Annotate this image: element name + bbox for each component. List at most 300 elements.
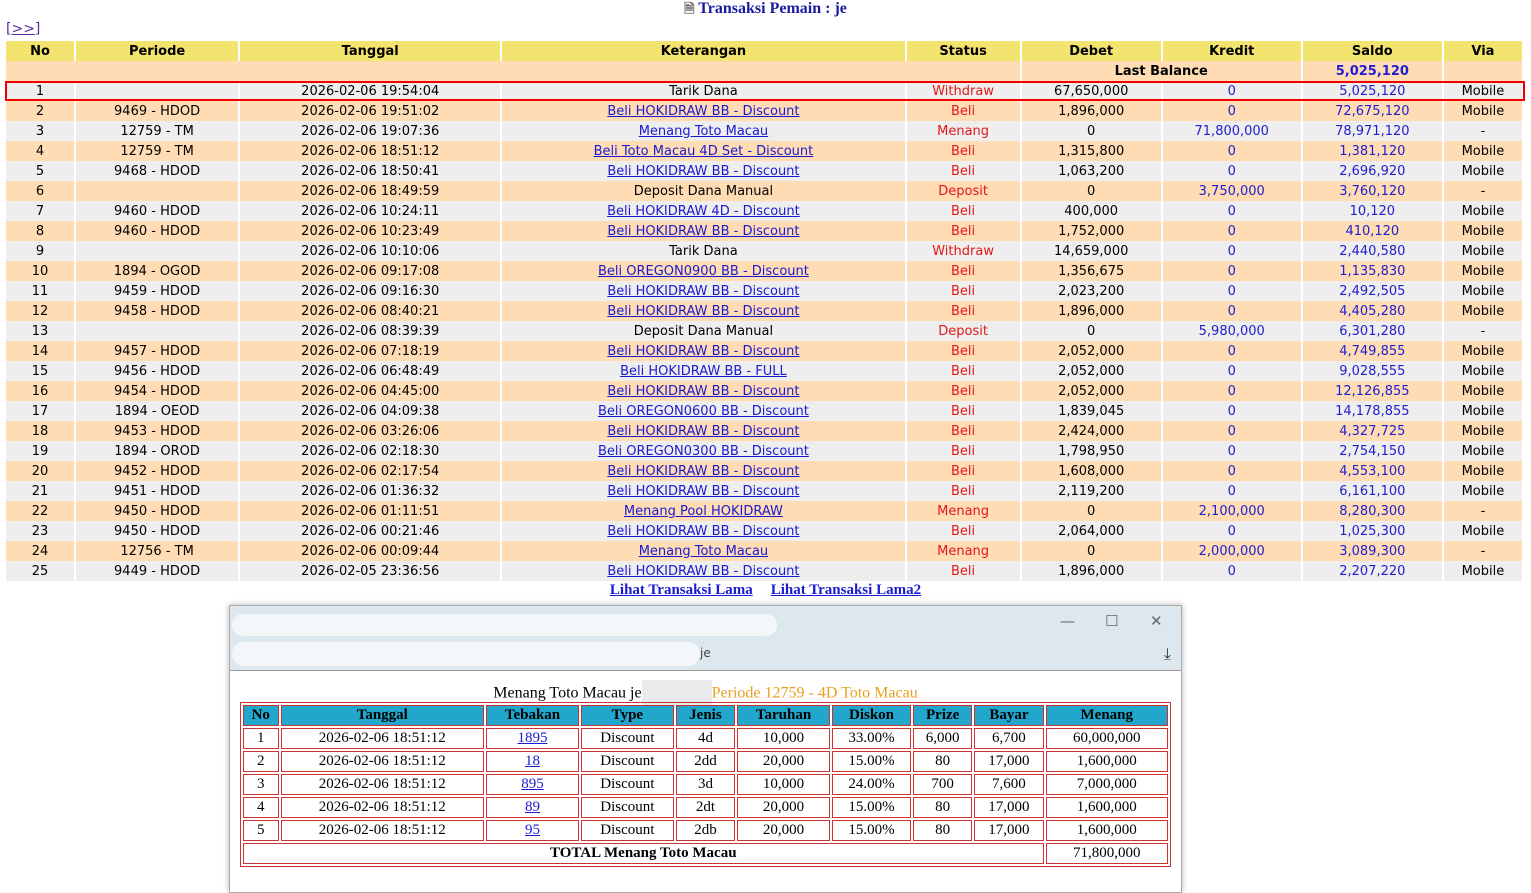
row-tanggal: 2026-02-06 08:40:21 (240, 301, 500, 321)
row-keterangan (502, 261, 904, 281)
row-saldo: 410,120 (1303, 221, 1442, 241)
popup-cell: 20,000 (737, 751, 830, 772)
last-balance-label: Last Balance (1022, 61, 1301, 81)
row-via: Mobile (1444, 301, 1522, 321)
document-icon: 🗎 (684, 1, 695, 16)
column-header: No (6, 41, 74, 61)
row-periode: 9449 - HDOD (76, 561, 238, 581)
row-no: 19 (6, 441, 74, 461)
row-periode: 9469 - HDOD (76, 101, 238, 121)
row-status: Beli (907, 301, 1020, 321)
popup-row (243, 820, 1168, 841)
row-saldo: 1,135,830 (1303, 261, 1442, 281)
keterangan-link[interactable]: Beli HOKIDRAW BB - Discount (607, 483, 800, 499)
row-debet: 1,356,675 (1022, 261, 1161, 281)
popup-column-header: Type (581, 705, 674, 726)
row-saldo: 4,553,100 (1303, 461, 1442, 481)
maximize-icon[interactable]: ☐ (1105, 612, 1119, 630)
row-kredit: 0 (1163, 521, 1301, 541)
column-header: Via (1444, 41, 1522, 61)
popup-column-header: No (243, 705, 279, 726)
row-tanggal: 2026-02-06 19:51:02 (240, 101, 500, 121)
page-title: 🗎 Transaksi Pemain : je (684, 0, 847, 17)
keterangan-link[interactable]: Beli HOKIDRAW 4D - Discount (607, 203, 800, 219)
row-saldo: 6,161,100 (1303, 481, 1442, 501)
row-status: Beli (907, 261, 1020, 281)
row-status: Beli (907, 401, 1020, 421)
row-keterangan (502, 301, 904, 321)
row-via: Mobile (1444, 421, 1522, 441)
highlight-box (5, 81, 1525, 101)
tebakan-link[interactable]: 895 (521, 776, 544, 792)
row-no: 17 (6, 401, 74, 421)
column-header: Tanggal (240, 41, 500, 61)
row-saldo: 4,405,280 (1303, 301, 1442, 321)
row-keterangan (502, 121, 904, 141)
row-no: 24 (6, 541, 74, 561)
popup-cell (486, 820, 579, 841)
row-no: 13 (6, 321, 74, 341)
row-status: Beli (907, 561, 1020, 581)
popup-cell (486, 728, 579, 749)
popup-cell: 17,000 (974, 820, 1043, 841)
row-keterangan (502, 141, 904, 161)
row-saldo: 78,971,120 (1303, 121, 1442, 141)
popup-column-header: Jenis (676, 705, 735, 726)
row-debet: 1,063,200 (1022, 161, 1161, 181)
row-periode (76, 321, 238, 341)
popup-column-header: Taruhan (737, 705, 830, 726)
table-row (6, 201, 1522, 221)
row-via: Mobile (1444, 101, 1522, 121)
row-debet: 400,000 (1022, 201, 1161, 221)
table-row (6, 521, 1522, 541)
row-periode: 9450 - HDOD (76, 501, 238, 521)
popup-cell: 700 (913, 774, 972, 795)
row-no: 10 (6, 261, 74, 281)
popup-cell: 80 (913, 797, 972, 818)
row-status: Beli (907, 101, 1020, 121)
row-tanggal: 2026-02-06 09:16:30 (240, 281, 500, 301)
row-keterangan (502, 101, 904, 121)
row-periode: 1894 - OGOD (76, 261, 238, 281)
minimize-icon[interactable]: — (1060, 612, 1075, 630)
row-via: Mobile (1444, 461, 1522, 481)
row-status: Withdraw (907, 81, 1020, 101)
row-status: Beli (907, 281, 1020, 301)
older-transactions (0, 582, 1531, 599)
row-no: 21 (6, 481, 74, 501)
row-keterangan (502, 221, 904, 241)
row-no: 14 (6, 341, 74, 361)
row-no: 5 (6, 161, 74, 181)
row-kredit: 0 (1163, 461, 1301, 481)
row-keterangan: Tarik Dana (502, 81, 904, 101)
row-saldo: 1,381,120 (1303, 141, 1442, 161)
row-status: Menang (907, 541, 1020, 561)
row-via: Mobile (1444, 161, 1522, 181)
tebakan-link[interactable]: 95 (524, 822, 540, 838)
keterangan-link[interactable]: Beli Toto Macau 4D Set - Discount (593, 143, 814, 159)
row-via: Mobile (1444, 441, 1522, 461)
keterangan-link[interactable]: Beli HOKIDRAW BB - Discount (607, 303, 800, 319)
table-row (6, 341, 1522, 361)
row-no: 11 (6, 281, 74, 301)
row-debet: 2,052,000 (1022, 341, 1161, 361)
row-saldo: 72,675,120 (1303, 101, 1442, 121)
row-debet: 2,119,200 (1022, 481, 1161, 501)
popup-cell: 20,000 (737, 820, 830, 841)
table-row (6, 121, 1522, 141)
table-row (6, 261, 1522, 281)
row-via: Mobile (1444, 81, 1522, 101)
tebakan-link[interactable]: 1895 (517, 730, 548, 746)
row-via: Mobile (1444, 221, 1522, 241)
row-saldo: 5,025,120 (1303, 81, 1442, 101)
row-saldo: 14,178,855 (1303, 401, 1442, 421)
row-kredit: 71,800,000 (1163, 121, 1301, 141)
popup-cell: 2dd (676, 751, 735, 772)
row-keterangan (502, 541, 904, 561)
row-debet: 14,659,000 (1022, 241, 1161, 261)
popup-cell: 33.00% (832, 728, 911, 749)
older-transactions-link-2[interactable]: Lihat Transaksi Lama2 (770, 582, 922, 598)
row-tanggal: 2026-02-06 04:09:38 (240, 401, 500, 421)
row-saldo: 1,025,300 (1303, 521, 1442, 541)
row-tanggal: 2026-02-06 03:26:06 (240, 421, 500, 441)
row-debet: 1,896,000 (1022, 101, 1161, 121)
keterangan-link[interactable]: Menang Pool HOKIDRAW (623, 503, 783, 519)
row-no: 8 (6, 221, 74, 241)
row-keterangan (502, 341, 904, 361)
keterangan-link[interactable]: Beli HOKIDRAW BB - Discount (607, 423, 800, 439)
close-icon[interactable]: ✕ (1150, 612, 1163, 630)
row-saldo: 9,028,555 (1303, 361, 1442, 381)
transactions-table (4, 41, 1524, 581)
row-saldo: 2,440,580 (1303, 241, 1442, 261)
popup-cell: 7,000,000 (1046, 774, 1168, 795)
row-via: - (1444, 541, 1522, 561)
row-no: 16 (6, 381, 74, 401)
row-via: - (1444, 501, 1522, 521)
popup-cell: 2db (676, 820, 735, 841)
row-kredit: 0 (1163, 301, 1301, 321)
keterangan-link[interactable]: Beli OREGON0900 BB - Discount (597, 263, 809, 279)
row-saldo: 4,749,855 (1303, 341, 1442, 361)
popup-cell: 4d (676, 728, 735, 749)
row-via: Mobile (1444, 561, 1522, 581)
column-header: Periode (76, 41, 238, 61)
tebakan-link[interactable]: 89 (524, 799, 540, 815)
row-saldo: 3,089,300 (1303, 541, 1442, 561)
table-row (6, 481, 1522, 501)
row-tanggal: 2026-02-06 10:24:11 (240, 201, 500, 221)
row-tanggal: 2026-02-06 04:45:00 (240, 381, 500, 401)
row-no: 22 (6, 501, 74, 521)
row-periode: 12756 - TM (76, 541, 238, 561)
popup-cell: 17,000 (974, 797, 1043, 818)
total-label: TOTAL Menang Toto Macau (243, 843, 1044, 864)
keterangan-link[interactable]: Beli HOKIDRAW BB - Discount (607, 283, 800, 299)
popup-cell: 15.00% (832, 751, 911, 772)
last-balance-row (6, 61, 1522, 81)
row-debet: 1,608,000 (1022, 461, 1161, 481)
row-kredit: 0 (1163, 401, 1301, 421)
keterangan-link[interactable]: Beli OREGON0300 BB - Discount (597, 443, 809, 459)
tab-bar[interactable] (232, 614, 777, 636)
row-tanggal: 2026-02-06 00:09:44 (240, 541, 500, 561)
row-no: 1 (6, 81, 74, 101)
row-tanggal: 2026-02-06 10:23:49 (240, 221, 500, 241)
row-tanggal: 2026-02-06 00:21:46 (240, 521, 500, 541)
row-saldo: 2,207,220 (1303, 561, 1442, 581)
row-periode: 9454 - HDOD (76, 381, 238, 401)
row-via: Mobile (1444, 481, 1522, 501)
keterangan-link[interactable]: Beli HOKIDRAW BB - Discount (607, 523, 800, 539)
row-status: Beli (907, 441, 1020, 461)
row-status: Menang (907, 501, 1020, 521)
popup-row (243, 774, 1168, 795)
keterangan-link[interactable]: Beli HOKIDRAW BB - Discount (607, 343, 800, 359)
table-row (6, 301, 1522, 321)
popup-window (229, 605, 1182, 893)
table-row (6, 361, 1522, 381)
row-keterangan: Deposit Dana Manual (502, 181, 904, 201)
row-status: Menang (907, 121, 1020, 141)
row-via: Mobile (1444, 261, 1522, 281)
table-row (6, 461, 1522, 481)
row-saldo: 12,126,855 (1303, 381, 1442, 401)
row-saldo: 2,696,920 (1303, 161, 1442, 181)
row-periode: 12759 - TM (76, 121, 238, 141)
row-keterangan: Tarik Dana (502, 241, 904, 261)
row-kredit: 0 (1163, 361, 1301, 381)
row-tanggal: 2026-02-06 06:48:49 (240, 361, 500, 381)
row-debet: 1,839,045 (1022, 401, 1161, 421)
row-debet: 0 (1022, 541, 1161, 561)
row-debet: 1,752,000 (1022, 221, 1161, 241)
total-row (243, 843, 1168, 864)
row-status: Beli (907, 221, 1020, 241)
next-page-link[interactable]: [>>] (6, 21, 41, 37)
keterangan-link[interactable]: Menang Toto Macau (638, 543, 769, 559)
popup-cell: 7,600 (974, 774, 1043, 795)
row-saldo: 3,760,120 (1303, 181, 1442, 201)
keterangan-link[interactable]: Beli OREGON0600 BB - Discount (597, 403, 809, 419)
row-tanggal: 2026-02-06 01:36:32 (240, 481, 500, 501)
row-via: Mobile (1444, 281, 1522, 301)
popup-title: Menang Toto Macau je Periode 12759 - 4D Toto Macau (230, 680, 1181, 708)
popup-cell: 20,000 (737, 797, 830, 818)
row-tanggal: 2026-02-06 02:17:54 (240, 461, 500, 481)
row-no: 25 (6, 561, 74, 581)
row-via: Mobile (1444, 521, 1522, 541)
popup-column-header: Diskon (832, 705, 911, 726)
row-no: 15 (6, 361, 74, 381)
row-no: 23 (6, 521, 74, 541)
last-balance-value: 5,025,120 (1303, 61, 1442, 81)
popup-cell: 2026-02-06 18:51:12 (281, 797, 485, 818)
row-keterangan (502, 361, 904, 381)
row-tanggal: 2026-02-06 02:18:30 (240, 441, 500, 461)
row-keterangan (502, 201, 904, 221)
popup-cell: 2026-02-06 18:51:12 (281, 728, 485, 749)
tebakan-link[interactable]: 18 (524, 753, 540, 769)
popup-cell: 10,000 (737, 728, 830, 749)
row-status: Beli (907, 461, 1020, 481)
table-row (6, 501, 1522, 521)
keterangan-link[interactable]: Beli HOKIDRAW BB - FULL (620, 363, 787, 379)
row-no: 2 (6, 101, 74, 121)
table-row (6, 241, 1522, 261)
popup-column-header: Menang (1046, 705, 1168, 726)
row-status: Beli (907, 201, 1020, 221)
keterangan-link[interactable]: Beli HOKIDRAW BB - Discount (607, 563, 800, 579)
row-tanggal: 2026-02-06 07:18:19 (240, 341, 500, 361)
row-tanggal: 2026-02-05 23:36:56 (240, 561, 500, 581)
row-saldo: 4,327,725 (1303, 421, 1442, 441)
row-debet: 2,052,000 (1022, 381, 1161, 401)
row-status: Beli (907, 521, 1020, 541)
row-debet: 2,052,000 (1022, 361, 1161, 381)
row-keterangan: Deposit Dana Manual (502, 321, 904, 341)
popup-cell: 6,000 (913, 728, 972, 749)
popup-cell: Discount (581, 797, 674, 818)
row-via: Mobile (1444, 381, 1522, 401)
row-via: Mobile (1444, 141, 1522, 161)
popup-cell (486, 751, 579, 772)
table-row (6, 441, 1522, 461)
keterangan-link[interactable]: Beli HOKIDRAW BB - Discount (607, 103, 800, 119)
keterangan-link[interactable]: Beli HOKIDRAW BB - Discount (607, 223, 800, 239)
row-debet: 67,650,000 (1022, 81, 1161, 101)
row-status: Beli (907, 481, 1020, 501)
table-row (6, 221, 1522, 241)
row-debet: 2,023,200 (1022, 281, 1161, 301)
win-detail-table (240, 702, 1171, 867)
table-row (6, 101, 1522, 121)
row-keterangan (502, 421, 904, 441)
row-via: Mobile (1444, 401, 1522, 421)
table-row (6, 141, 1522, 161)
row-periode: 9459 - HDOD (76, 281, 238, 301)
popup-cell: 2dt (676, 797, 735, 818)
row-periode: 9456 - HDOD (76, 361, 238, 381)
row-no: 9 (6, 241, 74, 261)
row-kredit: 0 (1163, 221, 1301, 241)
popup-cell: 80 (913, 820, 972, 841)
row-status: Beli (907, 161, 1020, 181)
row-debet: 1,896,000 (1022, 561, 1161, 581)
popup-cell: 10,000 (737, 774, 830, 795)
popup-cell: 1,600,000 (1046, 797, 1168, 818)
popup-column-header: Tebakan (486, 705, 579, 726)
keterangan-link[interactable]: Beli HOKIDRAW BB - Discount (607, 463, 800, 479)
row-keterangan (502, 161, 904, 181)
keterangan-link[interactable]: Beli HOKIDRAW BB - Discount (607, 383, 800, 399)
row-debet: 2,424,000 (1022, 421, 1161, 441)
row-kredit: 0 (1163, 101, 1301, 121)
row-no: 3 (6, 121, 74, 141)
row-periode: 9460 - HDOD (76, 201, 238, 221)
row-debet: 2,064,000 (1022, 521, 1161, 541)
row-status: Withdraw (907, 241, 1020, 261)
older-transactions-link[interactable]: Lihat Transaksi Lama (609, 582, 753, 598)
row-keterangan (502, 401, 904, 421)
row-periode: 9451 - HDOD (76, 481, 238, 501)
row-kredit: 2,000,000 (1163, 541, 1301, 561)
row-kredit: 0 (1163, 261, 1301, 281)
popup-cell: 1,600,000 (1046, 751, 1168, 772)
row-no: 12 (6, 301, 74, 321)
row-periode (76, 181, 238, 201)
row-no: 4 (6, 141, 74, 161)
popup-row (243, 797, 1168, 818)
row-periode: 1894 - OEOD (76, 401, 238, 421)
row-tanggal: 2026-02-06 18:51:12 (240, 141, 500, 161)
row-kredit: 0 (1163, 561, 1301, 581)
popup-column-header: Bayar (974, 705, 1043, 726)
row-no: 6 (6, 181, 74, 201)
table-row (6, 161, 1522, 181)
row-status: Beli (907, 141, 1020, 161)
popup-cell: 2026-02-06 18:51:12 (281, 751, 485, 772)
row-tanggal: 2026-02-06 19:54:04 (240, 81, 500, 101)
keterangan-link[interactable]: Beli HOKIDRAW BB - Discount (607, 163, 800, 179)
row-via: Mobile (1444, 341, 1522, 361)
row-via: Mobile (1444, 361, 1522, 381)
row-kredit: 5,980,000 (1163, 321, 1301, 341)
row-no: 20 (6, 461, 74, 481)
address-bar[interactable] (232, 642, 700, 666)
popup-cell: 1,600,000 (1046, 820, 1168, 841)
column-header: Status (907, 41, 1020, 61)
row-debet: 0 (1022, 321, 1161, 341)
row-keterangan (502, 521, 904, 541)
row-kredit: 3,750,000 (1163, 181, 1301, 201)
row-debet: 1,315,800 (1022, 141, 1161, 161)
column-header: Debet (1022, 41, 1161, 61)
popup-cell: 17,000 (974, 751, 1043, 772)
table-row (6, 281, 1522, 301)
download-icon[interactable]: ⤓ (1163, 644, 1171, 663)
row-tanggal: 2026-02-06 19:07:36 (240, 121, 500, 141)
row-kredit: 0 (1163, 481, 1301, 501)
row-via: - (1444, 321, 1522, 341)
popup-cell: 2 (243, 751, 279, 772)
row-saldo: 2,492,505 (1303, 281, 1442, 301)
row-tanggal: 2026-02-06 01:11:51 (240, 501, 500, 521)
popup-row (243, 728, 1168, 749)
table-row (6, 181, 1522, 201)
row-kredit: 0 (1163, 161, 1301, 181)
row-periode: 9453 - HDOD (76, 421, 238, 441)
popup-cell: 6,700 (974, 728, 1043, 749)
row-kredit: 0 (1163, 81, 1301, 101)
row-tanggal: 2026-02-06 08:39:39 (240, 321, 500, 341)
row-periode: 1894 - OROD (76, 441, 238, 461)
popup-cell: 24.00% (832, 774, 911, 795)
row-keterangan (502, 461, 904, 481)
popup-cell: 2026-02-06 18:51:12 (281, 820, 485, 841)
row-kredit: 0 (1163, 381, 1301, 401)
popup-cell: Discount (581, 728, 674, 749)
row-periode: 12759 - TM (76, 141, 238, 161)
row-saldo: 8,280,300 (1303, 501, 1442, 521)
row-no: 7 (6, 201, 74, 221)
row-via: - (1444, 121, 1522, 141)
keterangan-link[interactable]: Menang Toto Macau (638, 123, 769, 139)
